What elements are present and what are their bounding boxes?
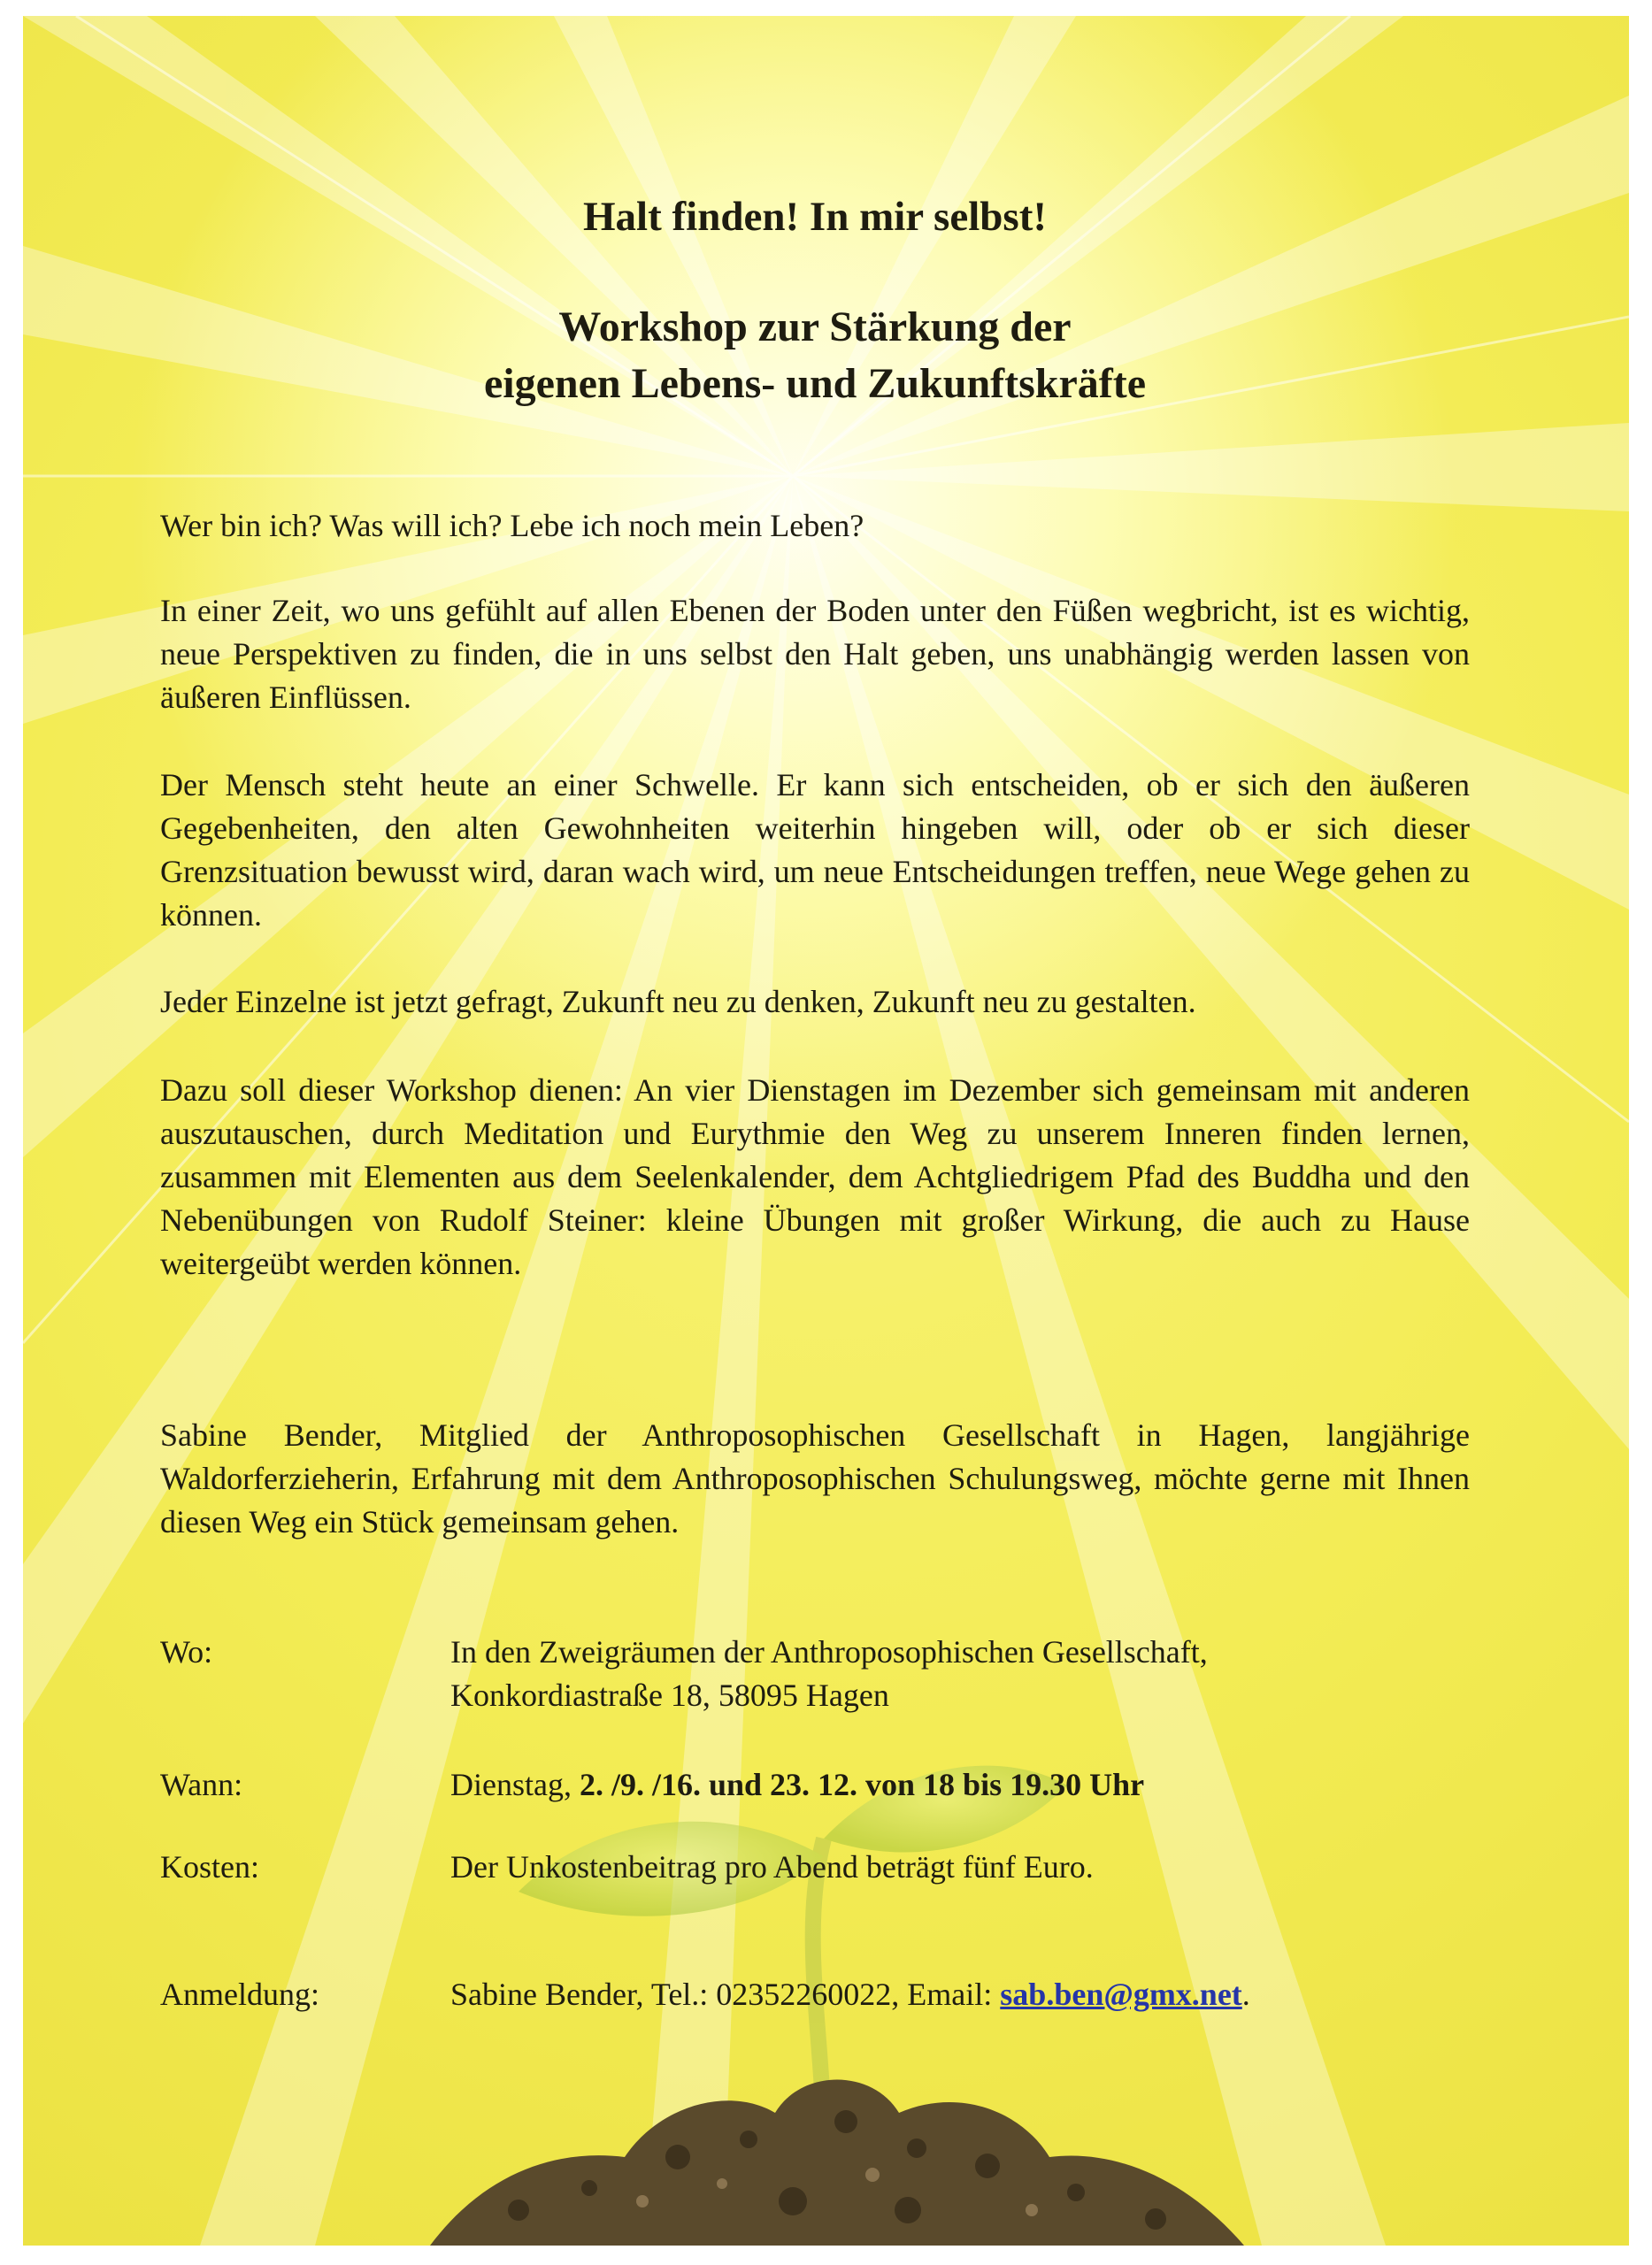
registration-suffix: . [1241,1977,1250,2012]
value-cost: Der Unkostenbeitrag pro Abend beträgt fünf Euro. [450,1849,1094,1885]
registration-contact: Sabine Bender, Tel.: 02352260022, Email: [450,1977,1001,2012]
value-where [450,1631,1468,1717]
paragraph-workshop: Dazu soll dieser Workshop dienen: An vier Dienstagen im Dezember sich gemeinsam mit anderen auszutauschen, durch Meditation und Eurythmie den Weg zu unserem Inneren finden lernen, zusammen mit Elementen aus dem Seelenkalender, dem Achtgliedrigem Pfad des Buddha und den Nebenübungen von Rudolf Steiner: kleine Übungen mit großer Wirkung, die auch zu Hause weitergeübt werden können. [160,1072,1470,1281]
where-line-1: In den Zweigräumen der Anthroposophischen Gesellschaft, [450,1634,1208,1670]
label-cost: Kosten: [160,1849,259,1885]
value-when [450,1763,1468,1807]
intro-questions: Wer bin ich? Was will ich? Lebe ich noch mein Leben? [160,508,864,543]
subtitle [160,299,1470,412]
paragraph-presenter: Sabine Bender, Mitglied der Anthroposophischen Gesellschaft in Hagen, langjährige Waldorferzieherin, Erfahrung mit dem Anthroposophischen Schulungsweg, möchte gerne mit Ihnen diesen Weg ein Stück gemeinsam gehen. [160,1417,1470,1539]
subtitle-line-2: eigenen Lebens- und Zukunftskräfte [483,360,1147,407]
paragraph-future: Jeder Einzelne ist jetzt gefragt, Zukunft neu zu denken, Zukunft neu zu gestalten. [160,984,1196,1019]
paragraph-context: In einer Zeit, wo uns gefühlt auf allen Ebenen der Boden unter den Füßen wegbricht, ist es wichtig, neue Perspektiven zu finden, die in uns selbst den Halt geben, uns unabhängig werden lassen von äußeren Einflüssen. [160,593,1470,715]
flyer [23,16,1629,2246]
when-prefix: Dienstag, [450,1767,580,1802]
paragraph-threshold: Der Mensch steht heute an einer Schwelle. Er kann sich entscheiden, ob er sich den äußeren Gegebenheiten, den alten Gewohnheiten weiterhin hingeben will, oder ob er sich dieser Grenzsituation bewusst wird, daran wach wird, um neue Entscheidungen treffen, neue Wege gehen zu können. [160,767,1470,933]
email-link[interactable]: sab.ben@gmx.net [1000,1977,1242,2012]
where-line-2: Konkordiastraße 18, 58095 Hagen [450,1678,889,1713]
label-when: Wann: [160,1767,243,1802]
label-where: Wo: [160,1634,213,1670]
value-registration [450,1973,1468,2016]
headline: Halt finden! In mir selbst! [583,194,1047,240]
subtitle-line-1: Workshop zur Stärkung der [558,303,1072,350]
when-dates: 2. /9. /16. und 23. 12. von 18 bis 19.30 Uhr [579,1767,1145,1802]
soil [430,2080,1244,2246]
label-registration: Anmeldung: [160,1977,319,2012]
